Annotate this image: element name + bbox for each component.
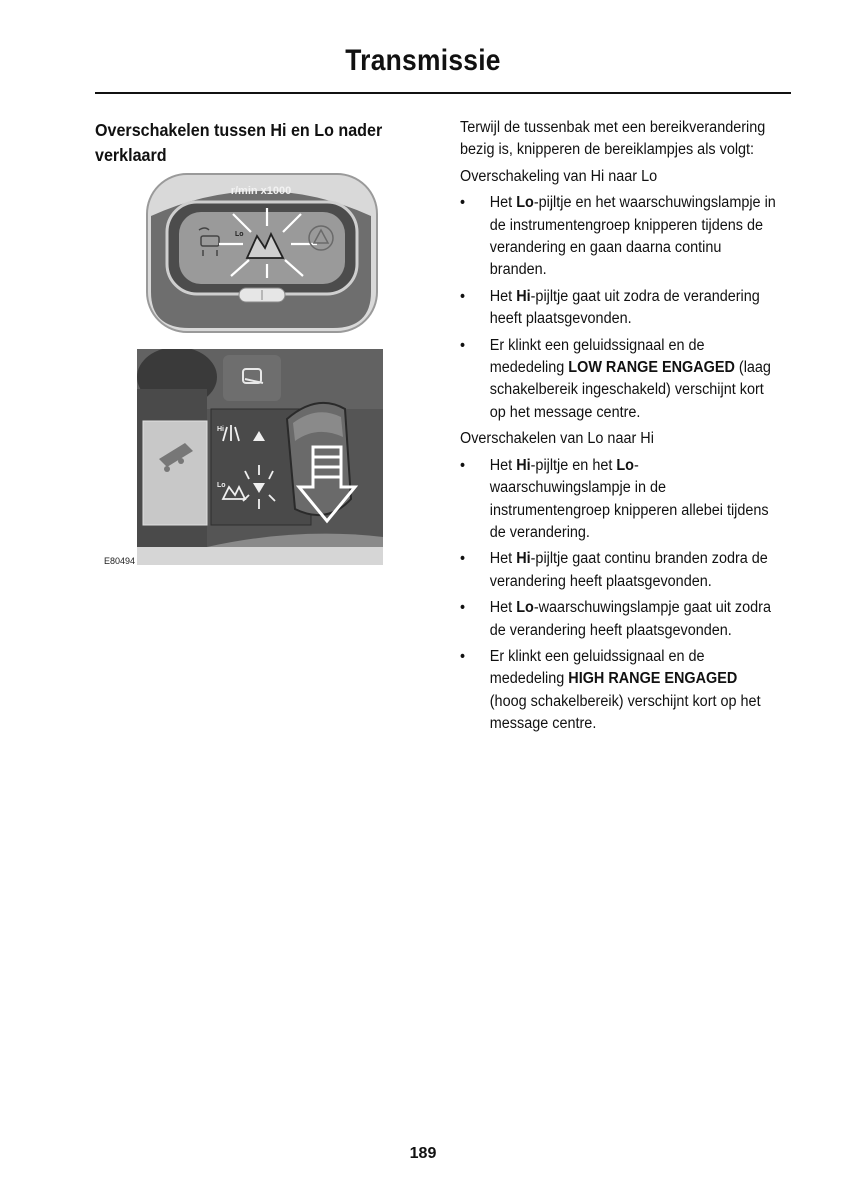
- lo-label: Lo: [235, 231, 244, 238]
- bullet-icon: •: [460, 194, 466, 212]
- title-rule: [95, 92, 791, 94]
- list-item: • Het Hi-pijltje gaat continu branden zodra de verandering heeft plaatsgevonden.: [460, 550, 768, 590]
- list-item: • Er klinkt een geluidssignaal en de mededeling HIGH RANGE ENGAGED (hoog schakelbereik) verschijnt kort op het message centre.: [460, 647, 761, 733]
- subsection-heading-lo-to-hi: Overschakelen van Lo naar Hi: [460, 430, 654, 448]
- bullet-list-hi-to-lo: [460, 192, 776, 424]
- intro-text: Terwijl de tussenbak met een bereikverandering bezig is, knipperen de bereiklampjes als volgt:: [460, 119, 766, 159]
- gauge-label: r/min x1000: [230, 185, 292, 197]
- right-column: [460, 117, 776, 740]
- list-item: • Het Hi-pijltje gaat uit zodra de verandering heeft plaatsgevonden.: [460, 287, 760, 328]
- bullet-icon: •: [460, 550, 466, 568]
- instrument-cluster-illustration: [143, 172, 379, 334]
- transfer-switch-illustration: [137, 349, 383, 565]
- bullet-icon: •: [460, 456, 466, 474]
- list-item: • Het Lo-pijltje en het waarschuwingslampje in de instrumentengroep knipperen tijdens de verandering en gaan daarna continu branden.: [460, 194, 776, 279]
- list-item: • Er klinkt een geluidssignaal en de mededeling LOW RANGE ENGAGED (laag schakelbereik ingeschakeld) verschijnt kort op het message centre.: [460, 336, 771, 421]
- subsection-heading-hi-to-lo: Overschakeling van Hi naar Lo: [460, 167, 658, 185]
- bullet-list-lo-to-hi: [460, 455, 776, 736]
- page-title: Transmissie: [345, 44, 501, 77]
- bullet-icon: •: [460, 287, 466, 305]
- lo-label-console: Lo: [217, 482, 226, 489]
- bullet-icon: •: [460, 599, 466, 617]
- page-number: 189: [409, 1145, 437, 1162]
- hi-label: Hi: [217, 426, 224, 433]
- section-heading: Overschakelen tussen Hi en Lo nader verklaard: [95, 120, 383, 165]
- figure-code: E80494: [104, 556, 136, 566]
- bullet-icon: •: [460, 647, 466, 665]
- list-item: • Het Lo-waarschuwingslampje gaat uit zodra de verandering heeft plaatsgevonden.: [460, 599, 771, 639]
- bullet-icon: •: [460, 336, 466, 354]
- list-item: • Het Hi-pijltje en het Lo-waarschuwingslampje in de instrumentengroep knipperen allebei tijdens de verandering.: [460, 456, 769, 541]
